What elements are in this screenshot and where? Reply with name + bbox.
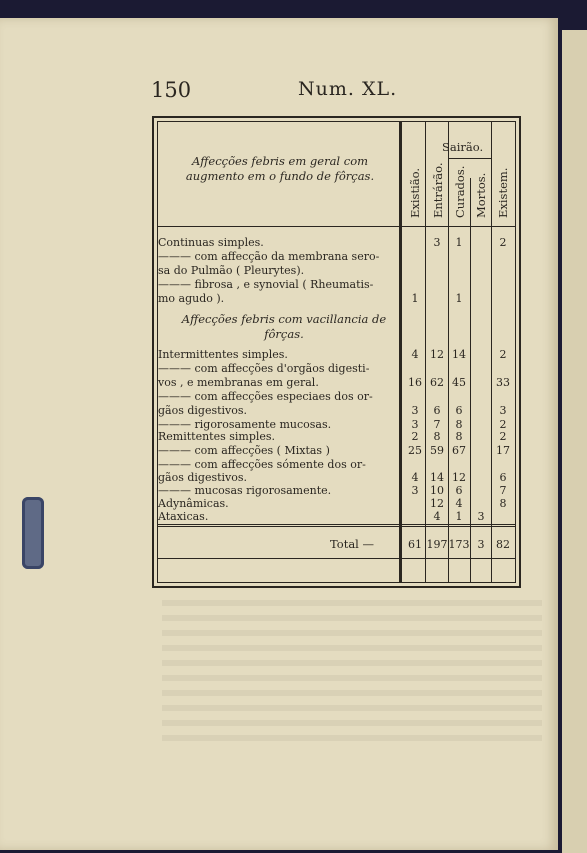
cell-entrarao: 6: [433, 404, 441, 417]
total-label: Total —: [330, 537, 375, 551]
cell-existiao: 3: [411, 418, 419, 431]
table-row: [154, 471, 519, 484]
cell-existem: 33: [496, 376, 510, 389]
row-label: Continuas simples.: [158, 236, 264, 249]
header-rule: [158, 226, 515, 227]
total-curados: 173: [448, 538, 470, 551]
section-title: Affecções febris com vacillancia de fôrças.: [181, 312, 387, 341]
cell-entrarao: 12: [430, 497, 444, 510]
total-existiao: 61: [408, 538, 422, 551]
table-row: [154, 497, 519, 510]
row-label: ——— com affecções especiaes dos or-: [158, 390, 373, 403]
cell-entrarao: 59: [430, 444, 444, 457]
cell-existiao: 1: [411, 292, 419, 305]
cell-curados: 67: [452, 444, 466, 457]
cell-existem: 6: [499, 471, 507, 484]
header-existiao: Existião.: [408, 168, 422, 218]
row-label: gãos digestivos.: [158, 471, 248, 484]
cell-curados: 14: [452, 348, 466, 361]
facing-page-edge: [562, 30, 587, 853]
row-label: ——— fibrosa , e synovial ( Rheumatis-: [158, 278, 374, 291]
cell-existem: 2: [499, 430, 507, 443]
row-label: ——— rigorosamente mucosas.: [158, 418, 332, 431]
cell-existiao: 4: [411, 348, 419, 361]
header-existem: Existem.: [496, 167, 510, 218]
cell-existem: 2: [499, 418, 507, 431]
header-curados: Curados.: [453, 165, 467, 218]
cell-entrarao: 62: [430, 376, 444, 389]
cell-existiao: 3: [411, 484, 419, 497]
header-sairao: Sairão.: [442, 140, 484, 154]
cell-existem: 3: [499, 404, 507, 417]
total-existem: 82: [496, 538, 510, 551]
table-row: [154, 430, 519, 443]
cell-curados: 1: [455, 292, 463, 305]
table-row: [154, 404, 519, 417]
cell-curados: 12: [452, 471, 466, 484]
row-label: Intermittentes simples.: [158, 348, 288, 361]
table-row: [154, 510, 519, 523]
total-entrarao: 197: [426, 538, 448, 551]
cell-existem: 2: [499, 348, 507, 361]
row-label: ——— com affecções ( Mixtas ): [158, 444, 330, 457]
row-label: ——— com affecções sómente dos or-: [158, 458, 366, 471]
page-header: [0, 78, 558, 102]
table-row: [154, 484, 519, 497]
totals-row: [154, 538, 519, 551]
cell-curados: 6: [455, 404, 463, 417]
page-number: 150: [151, 78, 192, 102]
cell-entrarao: 8: [433, 430, 441, 443]
row-label: ——— com affecção da membrana sero-: [158, 250, 380, 263]
row-label: Ataxicas.: [158, 510, 209, 523]
cell-mortos: 3: [477, 510, 485, 523]
cell-existiao: 3: [411, 404, 419, 417]
row-label: ——— com affecções d'orgãos digesti-: [158, 362, 370, 375]
bottom-rule: [158, 558, 515, 559]
table-row: [154, 376, 519, 389]
cell-entrarao: 12: [430, 348, 444, 361]
table-row: [154, 264, 519, 277]
cell-entrarao: 3: [433, 236, 441, 249]
row-label: mo agudo ).: [158, 292, 225, 305]
table-row: [154, 458, 519, 471]
cell-entrarao: 14: [430, 471, 444, 484]
cell-existiao: 2: [411, 430, 419, 443]
cell-existem: 8: [499, 497, 507, 510]
row-label: ——— mucosas rigorosamente.: [158, 484, 332, 497]
cell-curados: 45: [452, 376, 466, 389]
bleed-through-texture: [162, 600, 542, 750]
row-label: Remittentes simples.: [158, 430, 276, 443]
cell-existiao: 16: [408, 376, 422, 389]
cell-existem: 2: [499, 236, 507, 249]
table-row: [154, 444, 519, 457]
total-rule: [158, 524, 515, 527]
statistics-table: [152, 116, 521, 588]
table-row: [154, 348, 519, 361]
cell-entrarao: 4: [433, 510, 441, 523]
table-row: [154, 390, 519, 403]
header-mortos: Mortos.: [474, 172, 488, 218]
table-row: [154, 278, 519, 291]
cell-curados: 1: [455, 236, 463, 249]
cell-curados: 8: [455, 418, 463, 431]
table-row: [154, 292, 519, 305]
row-label: Adynâmicas.: [158, 497, 229, 510]
cell-existiao: 25: [408, 444, 422, 457]
cell-curados: 6: [455, 484, 463, 497]
description-header: Affecções febris em geral com augmento em o fundo de fôrças.: [185, 154, 375, 183]
row-label: sa do Pulmão ( Pleurytes).: [158, 264, 305, 277]
total-mortos: 3: [477, 538, 485, 551]
cell-entrarao: 10: [430, 484, 444, 497]
cell-existiao: 4: [411, 471, 419, 484]
book-clasp: [22, 497, 44, 569]
table-row: [154, 250, 519, 263]
cell-curados: 8: [455, 430, 463, 443]
running-head: Num. XL.: [298, 78, 398, 100]
row-label: gãos digestivos.: [158, 404, 248, 417]
sairao-rule: [448, 158, 491, 159]
cell-existem: 7: [499, 484, 507, 497]
table-row: [154, 362, 519, 375]
header-entrarao: Entrárão.: [431, 162, 445, 218]
cell-curados: 4: [455, 497, 463, 510]
cell-existem: 17: [496, 444, 510, 457]
row-label: vos , e membranas em geral.: [158, 376, 319, 389]
cell-curados: 1: [455, 510, 463, 523]
cell-entrarao: 7: [433, 418, 441, 431]
table-row: [154, 236, 519, 249]
